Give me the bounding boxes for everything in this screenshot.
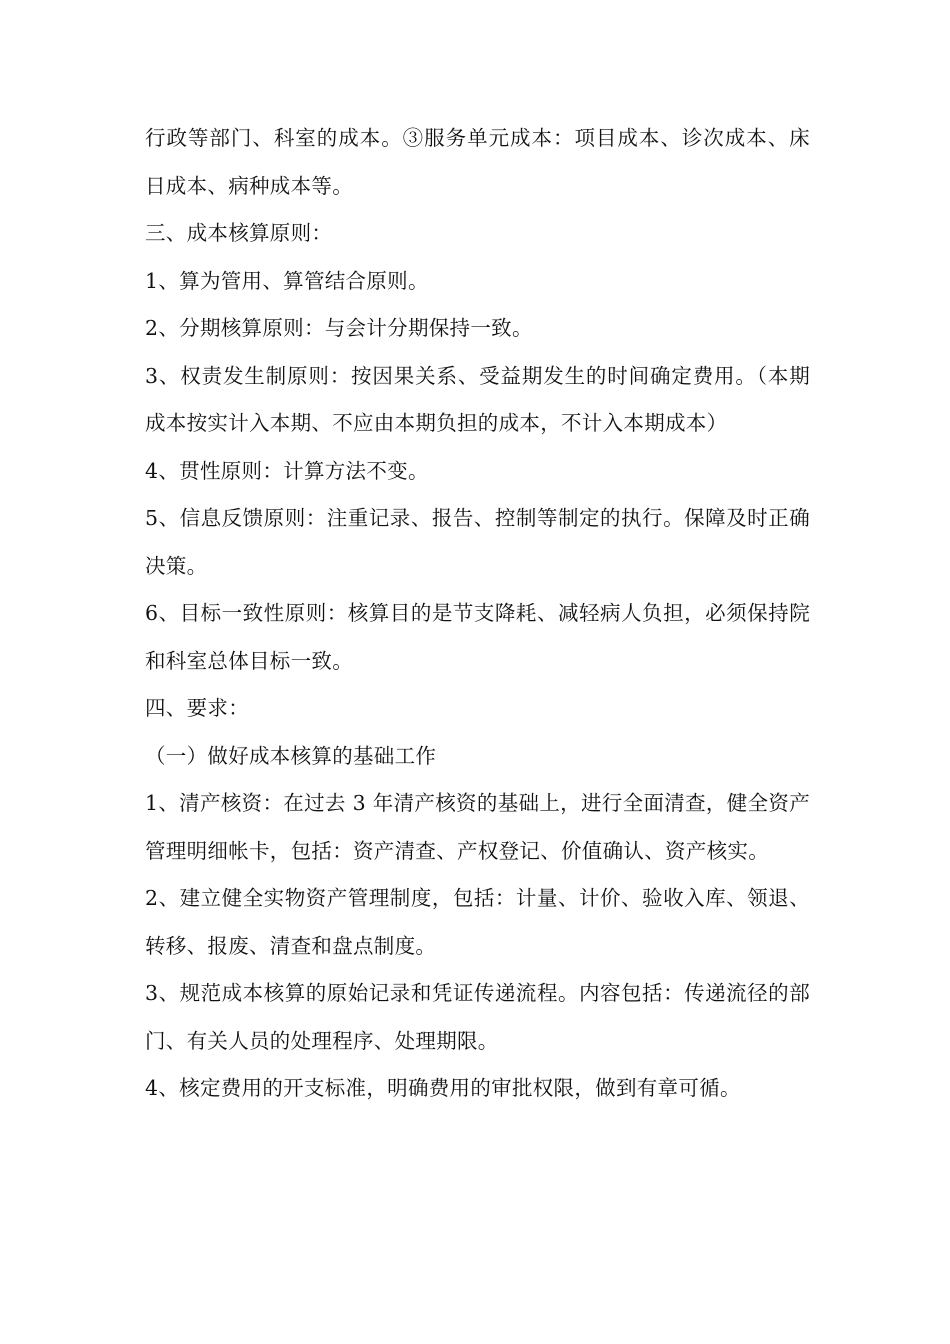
subheading-basic-work: （一）做好成本核算的基础工作 xyxy=(145,743,437,768)
paragraph-requirement-2: 2、建立健全实物资产管理制度，包括：计量、计价、验收入库、领退、转移、报废、清查和盘点制度。 xyxy=(145,886,810,958)
document-body xyxy=(145,115,810,1113)
paragraph-principle-1: 1、算为管用、算管结合原则。 xyxy=(145,268,429,293)
paragraph-principle-2: 2、分期核算原则：与会计分期保持一致。 xyxy=(145,316,533,340)
heading-cost-accounting-principles: 三、成本核算原则： xyxy=(145,221,333,245)
paragraph-requirement-4: 4、核定费用的开支标准，明确费用的审批权限，做到有章可循。 xyxy=(145,1076,741,1100)
paragraph-principle-3: 3、权责发生制原则：按因果关系、受益期发生的时间确定费用。（本期成本按实计入本期、不应由本期负担的成本，不计入本期成本） xyxy=(145,363,810,435)
paragraph-requirement-3: 3、规范成本核算的原始记录和凭证传递流程。内容包括：传递流径的部门、有关人员的处理程序、处理期限。 xyxy=(145,981,810,1053)
paragraph-requirement-1: 1、清产核资：在过去 3 年清产核资的基础上，进行全面清查，健全资产管理明细帐卡，包括：资产清查、产权登记、价值确认、资产核实。 xyxy=(145,791,810,863)
heading-requirements: 四、要求： xyxy=(145,696,249,720)
paragraph-service-unit-cost: 行政等部门、科室的成本。③服务单元成本：项目成本、诊次成本、床日成本、病种成本等。 xyxy=(145,126,810,198)
paragraph-principle-6: 6、目标一致性原则：核算目的是节支降耗、减轻病人负担，必须保持院和科室总体目标一致。 xyxy=(145,601,810,673)
paragraph-principle-4: 4、贯性原则：计算方法不变。 xyxy=(145,458,429,483)
paragraph-principle-5: 5、信息反馈原则：注重记录、报告、控制等制定的执行。保障及时正确决策。 xyxy=(145,506,810,578)
